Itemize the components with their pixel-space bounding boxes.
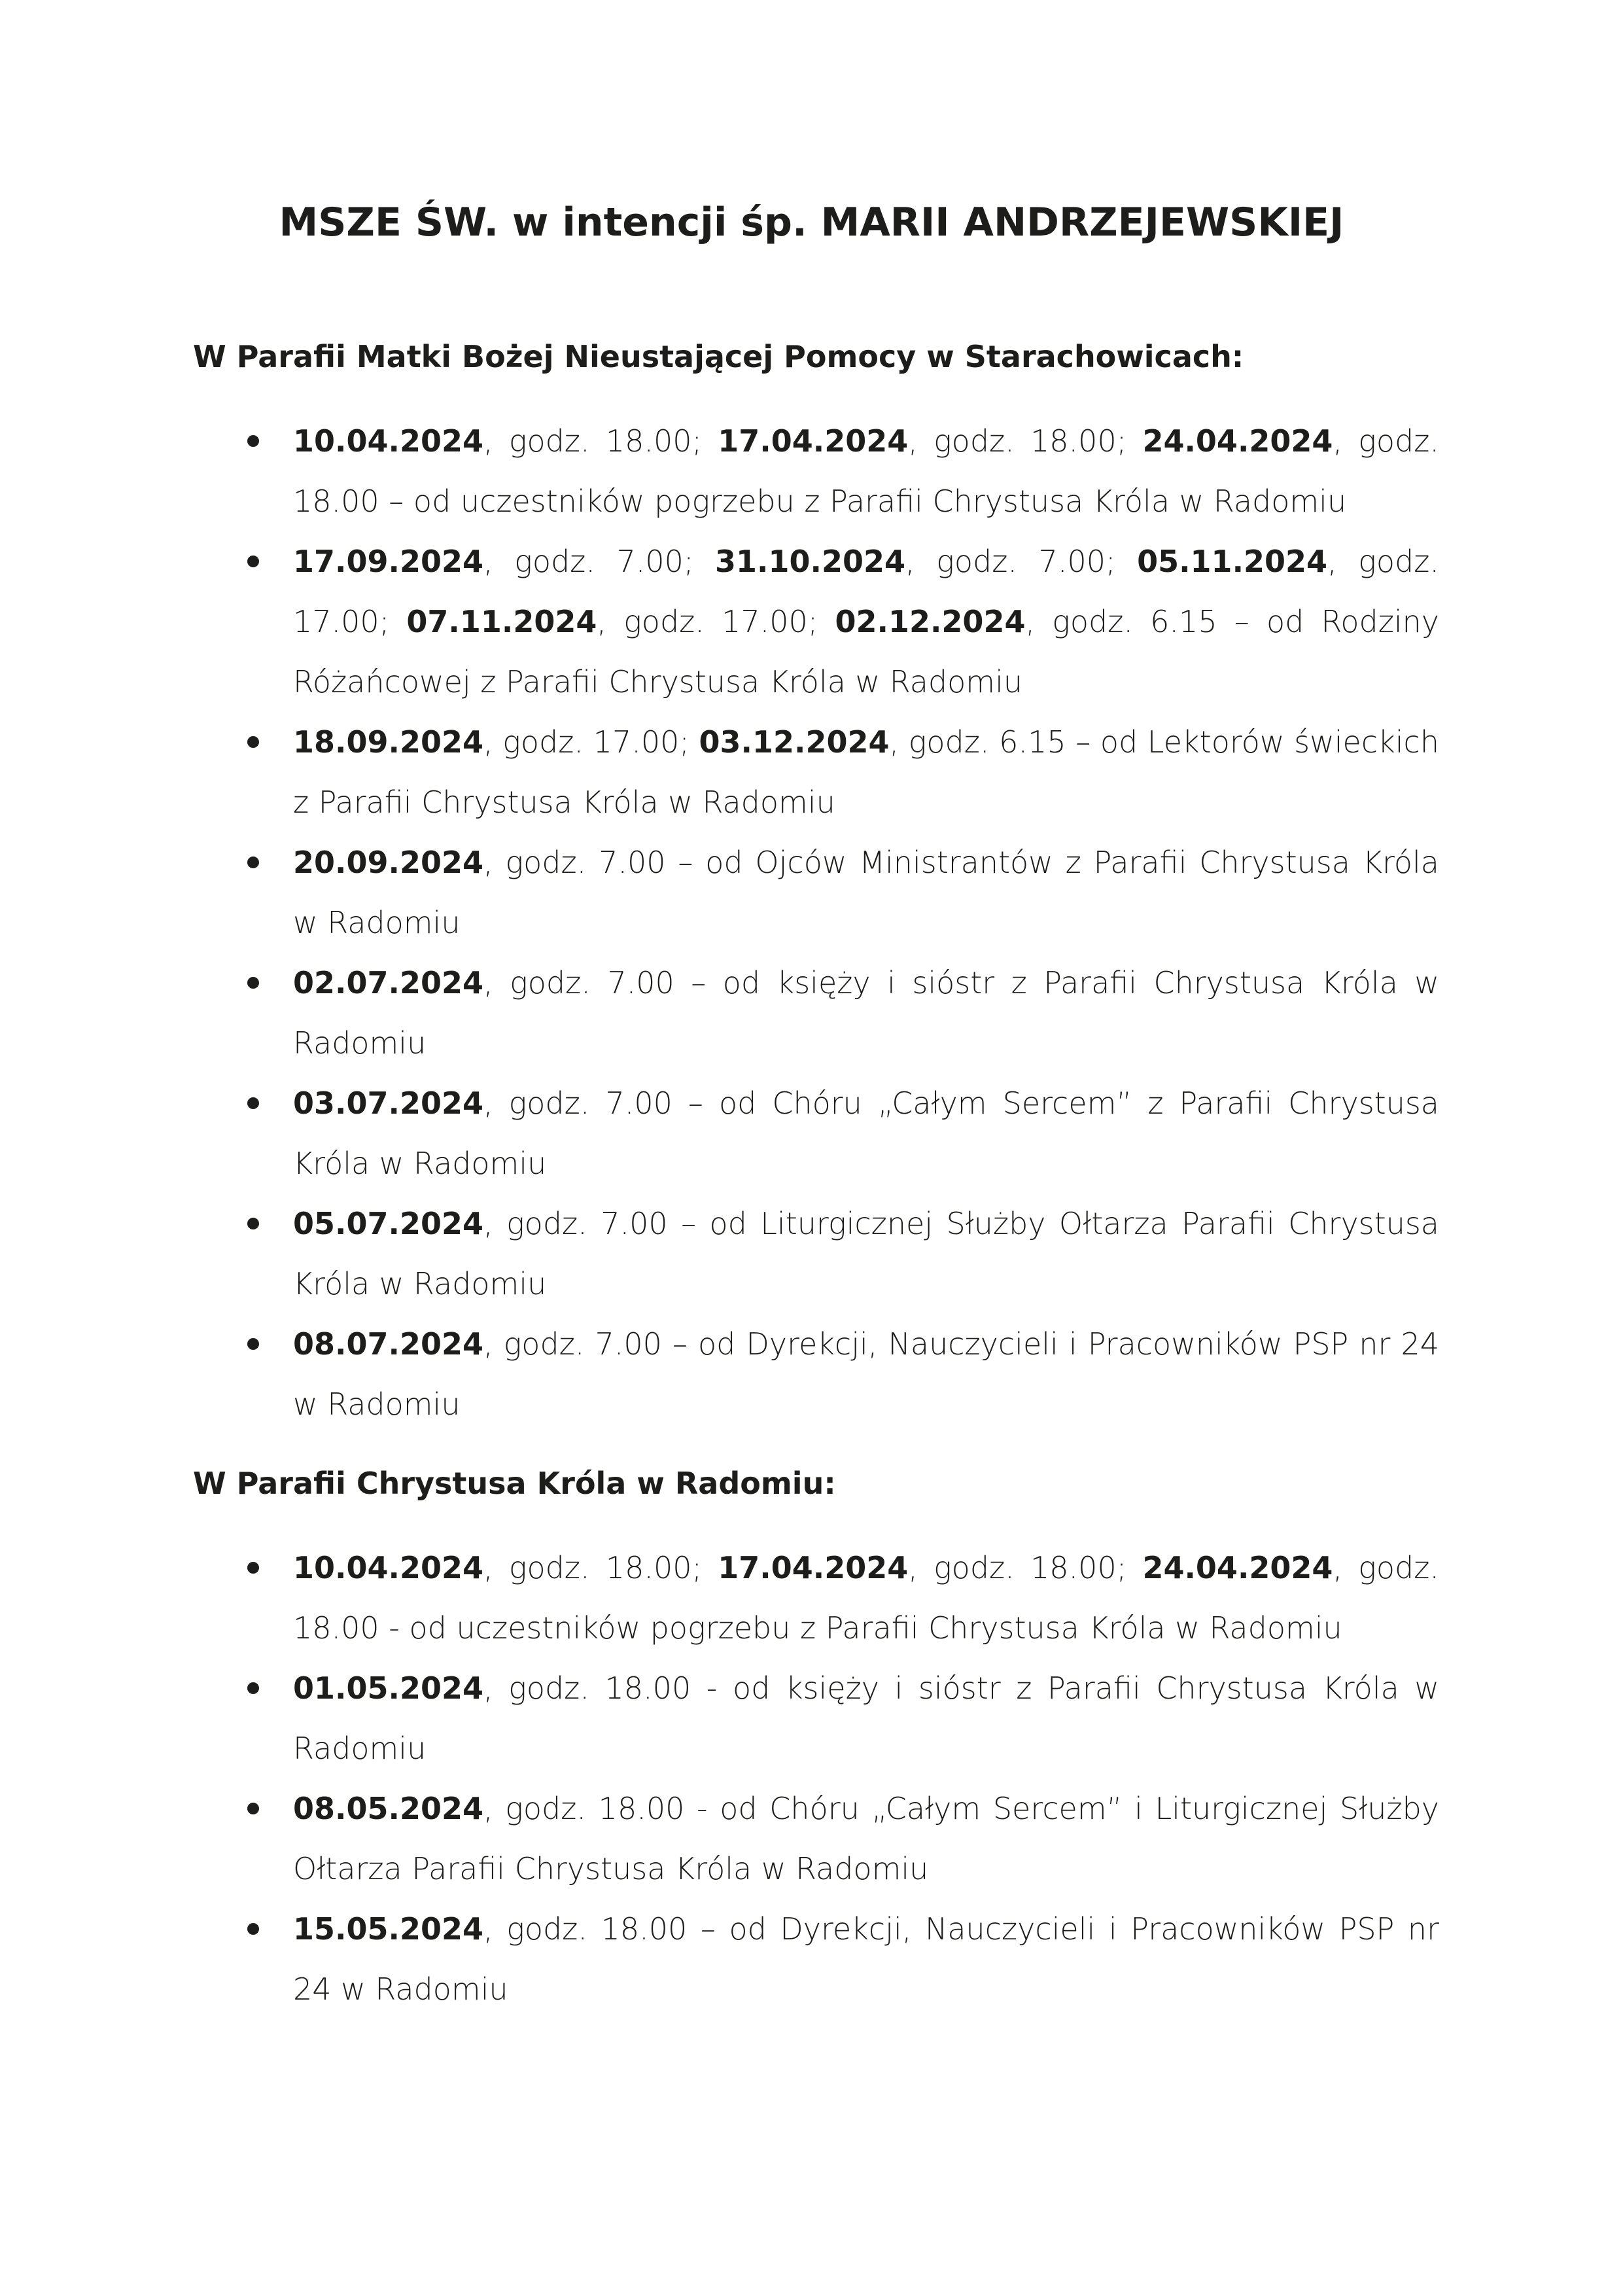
list-item bbox=[293, 411, 1439, 531]
mass-details: , godz. 7.00 – od Ojców Ministrantów z Parafii Chrystusa Króla w Radomiu bbox=[293, 845, 1439, 940]
bullet-icon bbox=[247, 736, 259, 748]
list-item bbox=[293, 1193, 1439, 1314]
mass-details: , godz. 7.00 – od Dyrekcji, Nauczycieli i Pracowników PSP nr 24 w Radomiu bbox=[293, 1326, 1439, 1422]
mass-date: 07.11.2024 bbox=[406, 604, 597, 639]
mass-date: 17.04.2024 bbox=[718, 423, 909, 459]
mass-date: 31.10.2024 bbox=[715, 544, 906, 579]
mass-details: , godz. 7.00 – od Liturgicznej Służby Ołtarza Parafii Chrystusa Króla w Radomiu bbox=[293, 1206, 1439, 1301]
mass-details: , godz. 7.00; bbox=[905, 544, 1138, 579]
mass-details: , godz. 18.00 – od Dyrekcji, Nauczycieli i Pracowników PSP nr 24 w Radomiu bbox=[293, 1911, 1439, 2007]
mass-date: 10.04.2024 bbox=[293, 423, 484, 459]
mass-date: 05.11.2024 bbox=[1137, 544, 1328, 579]
mass-details: , godz. 6.15 – od Rodziny Różańcowej z Parafii Chrystusa Króla w Radomiu bbox=[293, 604, 1439, 699]
bullet-icon bbox=[247, 556, 259, 567]
mass-date: 17.04.2024 bbox=[718, 1550, 909, 1585]
mass-date: 08.07.2024 bbox=[293, 1326, 484, 1362]
list-item bbox=[293, 832, 1439, 953]
bullet-icon bbox=[247, 1218, 259, 1229]
mass-list-radom bbox=[293, 1538, 1439, 2019]
list-item bbox=[293, 1778, 1439, 1899]
mass-date: 01.05.2024 bbox=[293, 1670, 484, 1706]
mass-date: 05.07.2024 bbox=[293, 1206, 484, 1241]
page-title: MSZE ŚW. w intencji śp. MARII ANDRZEJEWSKIEJ bbox=[279, 200, 1344, 245]
list-item bbox=[293, 712, 1439, 832]
mass-date: 03.07.2024 bbox=[293, 1086, 484, 1121]
mass-date: 20.09.2024 bbox=[293, 845, 484, 880]
bullet-icon bbox=[247, 1682, 259, 1694]
mass-details: , godz. 18.00; bbox=[483, 423, 718, 459]
bullet-icon bbox=[247, 977, 259, 989]
bullet-icon bbox=[247, 435, 259, 447]
mass-details: , godz. 6.15 – od Lektorów świeckich z Parafii Chrystusa Króla w Radomiu bbox=[293, 724, 1440, 820]
mass-date: 02.12.2024 bbox=[835, 604, 1026, 639]
mass-date: 08.05.2024 bbox=[293, 1791, 484, 1826]
mass-date: 10.04.2024 bbox=[293, 1550, 484, 1585]
mass-details: , godz. 18.00; bbox=[908, 423, 1143, 459]
mass-details: , godz. 18.00 - od uczestników pogrzebu z Parafii Chrystusa Króla w Radomiu bbox=[293, 1550, 1440, 1646]
list-item bbox=[293, 1073, 1439, 1193]
mass-date: 24.04.2024 bbox=[1142, 423, 1333, 459]
mass-date: 18.09.2024 bbox=[293, 724, 484, 760]
mass-details: , godz. 18.00; bbox=[483, 1550, 718, 1585]
mass-date: 24.04.2024 bbox=[1142, 1550, 1333, 1585]
mass-list-starachowice bbox=[293, 411, 1439, 1434]
bullet-icon bbox=[247, 1803, 259, 1814]
mass-date: 17.09.2024 bbox=[293, 544, 484, 579]
section-heading-radom: W Parafii Chrystusa Króla w Radomiu: bbox=[193, 1466, 836, 1501]
bullet-icon bbox=[247, 1923, 259, 1935]
list-item bbox=[293, 1538, 1439, 1658]
mass-details: , godz. 17.00; bbox=[597, 604, 835, 639]
mass-details: , godz. 7.00 – od księży i sióstr z Parafii Chrystusa Króla w Radomiu bbox=[293, 965, 1439, 1061]
list-item bbox=[293, 1314, 1439, 1434]
mass-date: 03.12.2024 bbox=[699, 724, 890, 760]
mass-details: , godz. 17.00; bbox=[293, 544, 1439, 639]
list-item bbox=[293, 1899, 1439, 2019]
mass-details: , godz. 7.00 – od Chóru „Całym Sercem” z Parafii Chrystusa Króla w Radomiu bbox=[293, 1086, 1439, 1181]
mass-details: , godz. 18.00; bbox=[908, 1550, 1143, 1585]
mass-details: , godz. 18.00 - od Chóru „Całym Sercem” i Liturgicznej Służby Ołtarza Parafii Chrystusa Króla w Radomiu bbox=[293, 1791, 1439, 1886]
bullet-icon bbox=[247, 1097, 259, 1109]
list-item bbox=[293, 531, 1439, 712]
mass-date: 02.07.2024 bbox=[293, 965, 484, 1000]
mass-date: 15.05.2024 bbox=[293, 1911, 484, 1947]
list-item bbox=[293, 953, 1439, 1073]
mass-details: , godz. 18.00 – od uczestników pogrzebu z Parafii Chrystusa Króla w Radomiu bbox=[293, 423, 1440, 519]
section-heading-starachowice: W Parafii Matki Bożej Nieustającej Pomocy w Starachowicach: bbox=[193, 339, 1244, 374]
list-item bbox=[293, 1658, 1439, 1778]
bullet-icon bbox=[247, 857, 259, 868]
mass-details: , godz. 18.00 - od księży i sióstr z Parafii Chrystusa Króla w Radomiu bbox=[293, 1670, 1439, 1766]
mass-details: , godz. 17.00; bbox=[483, 724, 699, 760]
bullet-icon bbox=[247, 1338, 259, 1350]
mass-details: , godz. 7.00; bbox=[483, 544, 716, 579]
bullet-icon bbox=[247, 1562, 259, 1574]
